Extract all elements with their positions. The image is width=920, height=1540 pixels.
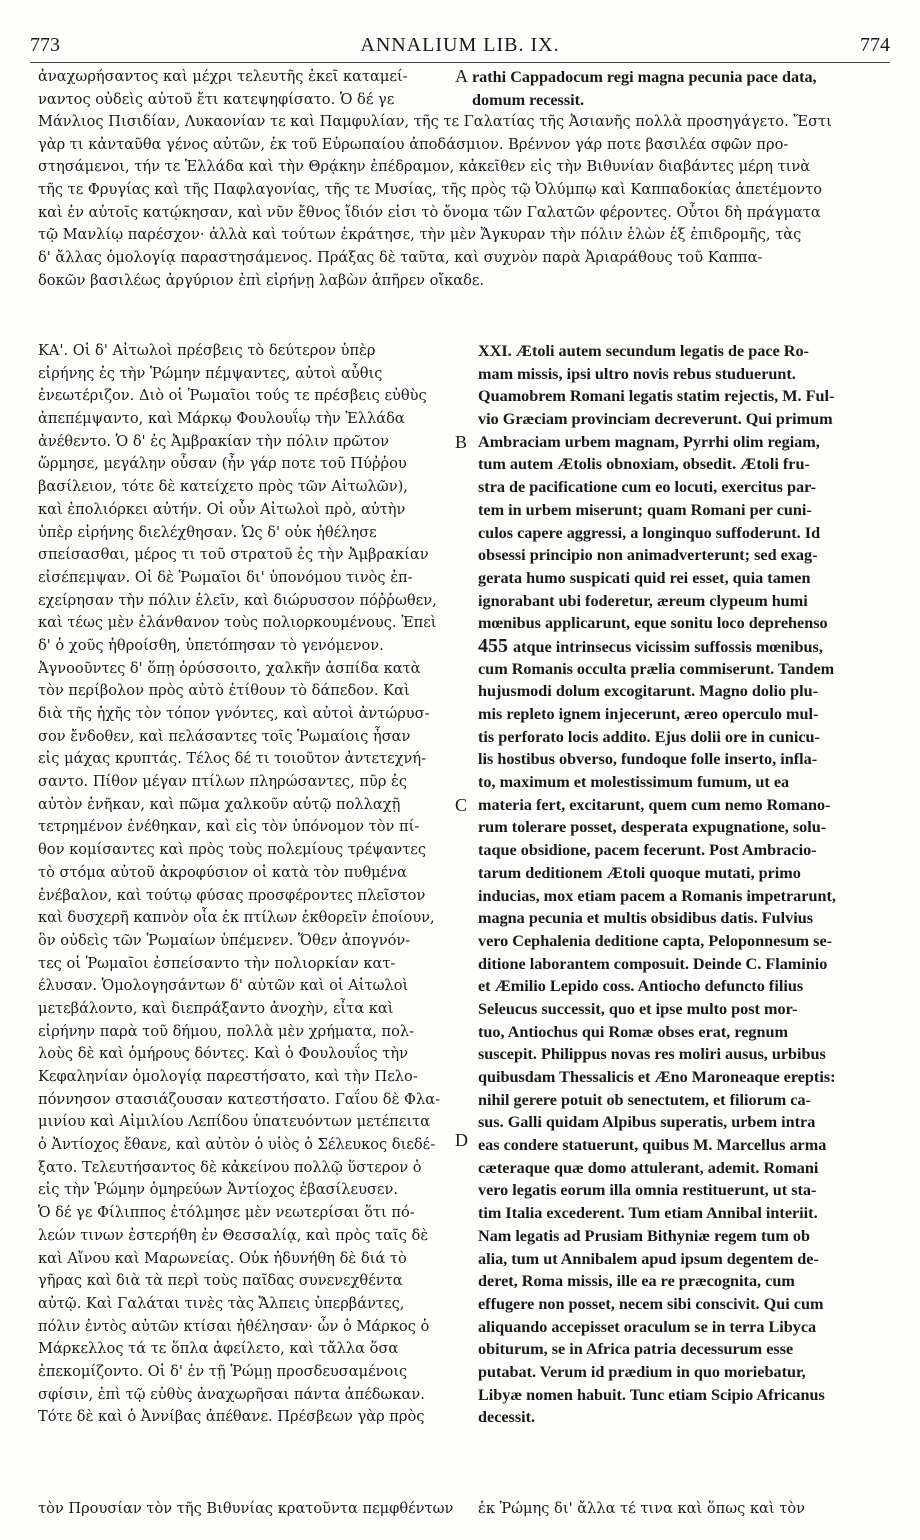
text-line: λεών τινων ἐστερήθη ἐν Θεσσαλίᾳ, καὶ πρὸς ταῖς δὲ [38,1226,429,1244]
text-line: μετεβάλοντο, καὶ διεπράξαντο ἀνοχὴν, εἶτα καὶ [38,999,394,1017]
left-page-number: 773 [30,34,60,56]
page-header [30,34,890,62]
text-line: sus. Galli quidam Alpibus superatis, urbem intra [478,1113,816,1132]
full-width-greek-block [38,111,896,293]
text-line: καὶ ἐπολιόρκει αὐτήν. Οἱ οὖν Αἰτωλοὶ πρὸ, αὐτὴν [38,500,406,518]
text-line: ξατο. Τελευτήσαντος δὲ κἀκείνου πολλῷ ὕστερον ὁ [38,1158,422,1176]
text-line: Μάνλιος Πισιδίαν, Λυκαονίαν τε καὶ Παμφυλίαν, τῆς τε Γαλατίας τῆς Ἀσιανῆς πολλὰ προσηγάγετο. Ἔστι [38,113,832,130]
text-line: καὶ ἐν αὐτοῖς κατῴκησαν, καὶ νῦν ἔθνος ἴδιόν εἰσι τὸ ὄνομα τῶν Γαλατῶν φέροντες. Οὗτοι δὴ πράγματα [38,203,821,221]
text-line: rum tolerare posset, desperata expugnatione, solu- [478,818,827,837]
text-line: ἐνεωτέριζον. Διὸ οἱ Ῥωμαῖοι τούς τε πρέσβεις εὐθὺς [38,387,427,405]
text-line: καὶ Αἴνου καὶ Μαρωνείας. Οὐκ ἠδυνήθη δὲ διά τὸ [38,1249,407,1267]
text-line: αὐτὸν ἐνῆκαν, καὶ πῶμα χαλκοῦν αὐτῷ πολλαχῇ [38,795,401,813]
text-line: vio Græciam provinciam decreverunt. Qui primum [478,410,833,429]
margin-marker-d: D [455,1130,468,1150]
text-line: εἰρήνης ἐς τὴν Ῥώμην πέμψαντες, αὐτοὶ αὖθις [38,364,383,382]
text-line: εἰς τὴν Ῥώμην ὁμηρεύων Ἀντίοχος ἐβασίλευσεν. [38,1181,398,1199]
text-line: Quamobrem Romani legatis statim rejectis, M. Ful- [478,387,835,406]
text-line: mam missis, ipsi ultro novis rebus studuerunt. [478,364,796,383]
text-line: tuo, Antiochus qui Romæ obses erat, regnum [478,1022,788,1041]
text-line: domum recessit. [472,90,585,109]
text-line: Seleucus successit, quo et ipse multo post mor- [478,999,798,1018]
text-line: ὃν οὐδεὶς τῶν Ῥωμαίων ὑπέμενεν. Ὅθεν ἀπογνόν- [38,931,411,949]
text-line: inducias, mox etiam pacem a Romanis impetrarunt, [478,886,836,905]
text-line: tis perforato locis addito. Ejus dolii ore in cunicu- [478,727,820,746]
bottom-left-line: τὸν Προυσίαν τὸν τῆς Βιθυνίας κρατοῦντα πεμφθέντων [38,1500,454,1517]
text-line: Ὁ δέ γε Φίλιππος ἐτόλμησε μὲν νεωτερίσαι ὅτι πό- [38,1204,415,1222]
text-line: Μάρκελλος τά τε ὅπλα ἀφείλετο, καὶ τἄλλα ὅσα [38,1340,399,1358]
text-line: ditione laborantem composuit. Deinde C. Flaminio [478,954,828,973]
margin-number: 455 [478,634,513,657]
text-line: έλυσαν. Ὁμολογησάντων δ' αὐτῶν καὶ οἱ Αἰτωλοὶ [38,977,409,995]
text-line: alia, tum ut Annibalem apud ipsum degentem de- [478,1249,819,1268]
text-line: πόννησον στασιάζουσαν κατεστήσατο. Γαΐου δὲ Φλα- [38,1090,441,1108]
text-line: διὰ τῆς ἠχῆς τὸν τόπον γνόντες, καὶ αὐτοὶ ἀντώρυσ- [38,705,430,722]
text-line: vero Cephalenia deditione capta, Peloponnesum se- [478,931,833,950]
text-line: θον κομίσαντες καὶ πρὸς τοὺς πολεμίους τρέψαντες [38,841,427,859]
text-line: cum Romanis occulta prælia commiserunt. Tandem [478,659,835,678]
text-line: τετρημένον ἐνέθηκαν, καὶ εἰς τὸν ὑπόνομον τὸν πί- [38,818,420,836]
text-line: taque obsidione, pacem fecerunt. Post Ambracio- [478,841,817,860]
text-line: ἀναχωρήσαντος καὶ μέχρι τελευτῆς ἐκεῖ καταμεί- [38,68,408,85]
text-line: γῆρας καὶ διὰ τὰ περὶ τοὺς παῖδας συνενεχθέντα [38,1272,403,1290]
text-line: δ' ἄλλας ὁμολογίᾳ παραστησάμενος. Πράξας δὲ ταῦτα, καὶ συχνὸν παρὰ Ἀριαράθους τοῦ Καππα- [38,249,763,267]
text-line: lis hostibus obverso, fundoque folle inserto, infla- [478,750,818,769]
text-line: tarum deditionem Ætoli quoque mutati, primo [478,863,801,882]
margin-marker-a: A [455,66,468,86]
text-line: quibusdam Thessalicis et Æno Maroneaque ereptis: [478,1068,836,1086]
text-line: effugere non posset, necem sibi conscivit. Qui cum [478,1294,824,1313]
text-line: εἰς μάχας κρυπτάς. Τέλος δέ τι τοιοῦτον ἀντετεχνή- [38,750,427,768]
text-line: tem in urbem miserunt; quam Romani per cuni- [478,500,812,519]
top-greek-block [38,66,458,111]
text-line: ναντος οὐδεὶς αὐτοῦ ἔτι κατεψηφίσατο. Ὁ δέ γε [38,90,395,108]
top-latin-block [472,66,897,111]
text-line: et Æmilio Lepido coss. Antiocho defuncto filius [478,977,804,996]
text-line: τὸν περίβολον πρὸς αὐτὸ ἐτίθουν τὸ δάπεδον. Καὶ [38,682,410,700]
text-line: ὑπὲρ εἰρήνης διελέχθησαν. Ὡς δ' οὐκ ἠθέλησε [38,523,377,541]
text-line: καὶ τέως μὲν ἐλάνθανον τοὺς πολιορκουμένους. Ἐπεὶ [38,614,437,632]
text-line: ὁ Ἀντίοχος ἔθανε, καὶ αὐτὸν ὁ υἱὸς ὁ Σέλευκος διεδέ- [38,1136,436,1154]
header-rule [30,62,890,63]
text-line: πόλιν ἐντὸς αὐτῶν κτίσαι ἠθέλησαν· ὧν ὁ Μάρκος ὁ [38,1317,430,1335]
text-line: εχείρησαν τὴν πόλιν ἑλεῖν, καὶ διώρυσσον πόῤῥωθεν, [38,591,437,609]
text-line: Libyæ nomen habuit. Tunc etiam Scipio Africanus [478,1385,825,1404]
text-line: tum autem Ætolis obnoxiam, obsedit. Ætoli fru- [478,455,810,474]
text-line: σον ἔνδοθεν, καὶ πελάσαντες τοῖς Ῥωμαίοις ἦσαν [38,727,411,745]
text-line: μινίου καὶ Αἰμιλίου Λεπίδου ὑπατευόντων μετέπειτα [38,1113,431,1131]
text-line: Nam legatis ad Prusiam Bithyniæ regem tum ob [478,1226,810,1245]
text-line: γὰρ τι κἀνταῦθα γένος αὐτῶν, ἐκ τοῦ Εὐρωπαίου ἀποδάσμιον. Βρέννον γάρ ποτε βασιλέα σφῶν προ- [38,135,789,153]
text-line: mis repleto ignem injecerunt, æreo operculo mul- [478,705,819,723]
text-line: aliquando accepisset oraculum se in terra Libyca [478,1317,817,1336]
text-line: αὐτῷ. Καὶ Γαλάται τινὲς τὰς Ἄλπεις ὑπερβάντες, [38,1294,405,1312]
text-line: Ambraciam urbem magnam, Pyrrhi olim regiam, [478,432,820,451]
text-line: καὶ δυσχερῆ καπνὸν οἷα ἐκ πτίλων ἐκθορεῖν ἐποίουν, [38,909,435,927]
text-line: ἀνέθεντο. Ὁ δ' ἐς Ἀμβρακίαν τὴν πόλιν πρῶτον [38,432,389,450]
text-line: culos capere aggressi, a longinquo suffoderunt. Id [478,523,821,542]
text-line: eas condere statuerunt, quibus M. Marcellus arma [478,1136,827,1155]
text-line: hujusmodi dolum excogitarunt. Magno dolio plu- [478,682,818,701]
text-line: cæteraque quæ domo attulerant, ademit. Romani [478,1158,819,1177]
text-line: Κεφαληνίαν ὁμολογίᾳ παρεστήσατο, καὶ τὴν Πελο- [38,1068,418,1085]
text-line: Τότε δὲ καὶ ὁ Ἀννίβας ἀπέθανε. Πρέσβεων γὰρ πρὸς [38,1408,425,1426]
text-line: XXI. Ætoli autem secundum legatis de pace Ro- [478,342,809,360]
text-line: ignorabant ubi foderetur, æreum clypeum humi [478,591,808,610]
text-line: decessit. [478,1408,536,1427]
running-title: ANNALIUM LIB. IX. [360,34,560,56]
left-greek-column [38,340,466,1429]
text-line: materia fert, excitarunt, quem cum nemo Romano- [478,795,831,814]
text-line: tim Italia excederent. Tum etiam Annibal interiit. [478,1204,818,1223]
margin-marker-b: B [455,432,468,452]
text-line: rathi Cappadocum regi magna pecunia pace data, [472,68,817,86]
text-line: εἰσέπεμψαν. Οἱ δὲ Ῥωμαῖοι δι' ὑπονόμου τινὸς ἐπ- [38,568,413,586]
bottom-right-line: ἐκ Ῥώμης δι' ἄλλα τέ τινα καὶ ὅπως καὶ τὸν [478,1500,805,1517]
text-line: putabat. Verum id prædium in quo moriebatur, [478,1362,806,1381]
text-line: λοὺς δὲ καὶ ὁμήρους δόντες. Καὶ ὁ Φουλουΐος τὴν [38,1045,408,1063]
text-line: δ' ὁ χοῦς ἠθροίσθη, ὑπετόπησαν τὸ γενόμενον. [38,636,384,654]
text-line: τῆς τε Φρυγίας καὶ τῆς Παφλαγονίας, τῆς τε Μυσίας, τῆς πρὸς τῷ Ὀλύμπῳ καὶ Καππαδοκίας ἀπετέμοντο [38,181,822,199]
text-line: δοκῶν βασιλέως ἀργύριον ἐπὶ εἰρήνῃ λαβὼν ἀπῆρεν οἴκαδε. [38,271,485,289]
right-page-number: 774 [860,34,890,56]
text-line: τῷ Μανλίῳ παρέσχον· ἀλλὰ καὶ τούτων ἐκράτησε, τὴν μὲν Ἄγκυραν τὴν πόλιν ἑλὼν ἐξ ἐπιδρομῆς, τὰς [38,226,802,244]
text-line: magna pecunia et multis obsidibus datis. Fulvius [478,909,814,928]
text-line: vero legatis eorum illa omnia restituerunt, ut sta- [478,1181,817,1200]
text-line: σαντο. Πίθον μέγαν πτίλων πληρώσαντες, πῦρ ἐς [38,773,408,791]
text-line: ΚΑ'. Οἱ δ' Αἰτωλοὶ πρέσβεις τὸ δεύτερον ὑπὲρ [38,342,376,359]
text-line: nihil gerere potuit ob senectutem, et filiorum ca- [478,1090,811,1109]
right-latin-column [478,340,898,1429]
text-line: deret, Roma missis, ille ea re præcognita, cum [478,1272,795,1291]
text-line: ἀπεπέμψαντο, καὶ Μάρκῳ Φουλουΐῳ τὴν Ἑλλάδα [38,410,405,428]
text-line: ἐπεκομίζοντο. Οἱ δ' ἐν τῇ Ῥώμῃ προσδευσαμένοις [38,1362,408,1380]
text-line: σπείσασθαι, μέρος τι τοῦ στρατοῦ ἐς τὴν Ἀμβρακίαν [38,546,429,564]
text-line: βασίλειον, τότε δὲ κατείχετο πρὸς τῶν Αἰτωλῶν), [38,478,408,496]
text-line: obsessi principio non animadverterunt; sed exag- [478,546,818,565]
text-line: gerata humo suspicati quid rei esset, quia tamen [478,568,811,587]
text-line: obiturum, se in Africa patria decessurum esse [478,1340,794,1359]
text-line: 455 atque intrinsecus vicissim suffossis mœnibus, [478,634,823,657]
text-line: στησάμενοι, τήν τε Ἑλλάδα καὶ τὴν Θρᾴκην ἐπέδραμον, κἀκεῖθεν εἰς τὴν Βιθυνίαν διαβάντες μέρη τινὰ [38,158,811,176]
text-line: suscepit. Philippus novas res moliri ausus, urbibus [478,1045,826,1064]
text-line: σφίσιν, ἐπὶ τῷ εὐθὺς ἀναχωρῆσαι πάντα ἀπέδωκαν. [38,1385,425,1403]
text-line: stra de pacificatione cum eo locuti, exercitus par- [478,478,817,497]
text-line: mœnibus applicarunt, eque sonitu loco deprehenso [478,614,828,633]
text-line: Ἀγνοοῦντες δ' ὅπῃ ὀρύσσοιτο, χαλκῆν ἀσπίδα κατὰ [38,659,421,677]
text-line: ὥρμησε, μεγάλην οὖσαν (ἦν γάρ ποτε τοῦ Πύῤῥου [38,455,407,473]
text-line: τὸ στόμα αὐτοῦ ἀκροφύσιον οἱ κατὰ τὸν πυθμένα [38,863,407,881]
text-line: εἰρήνην παρὰ τοῦ δήμου, πολλὰ μὲν χρήματα, πολ- [38,1022,415,1040]
text-line: to, maximum et molestissimum fumum, ut ea [478,773,790,792]
margin-marker-c: C [455,795,468,815]
text-line: ἐνέβαλον, καὶ τούτῳ φύσας προσφέροντες πλεῖστον [38,886,426,904]
text-line: τες οἱ Ῥωμαῖοι ἐσπείσαντο τὴν πολιορκίαν κατ- [38,954,396,972]
